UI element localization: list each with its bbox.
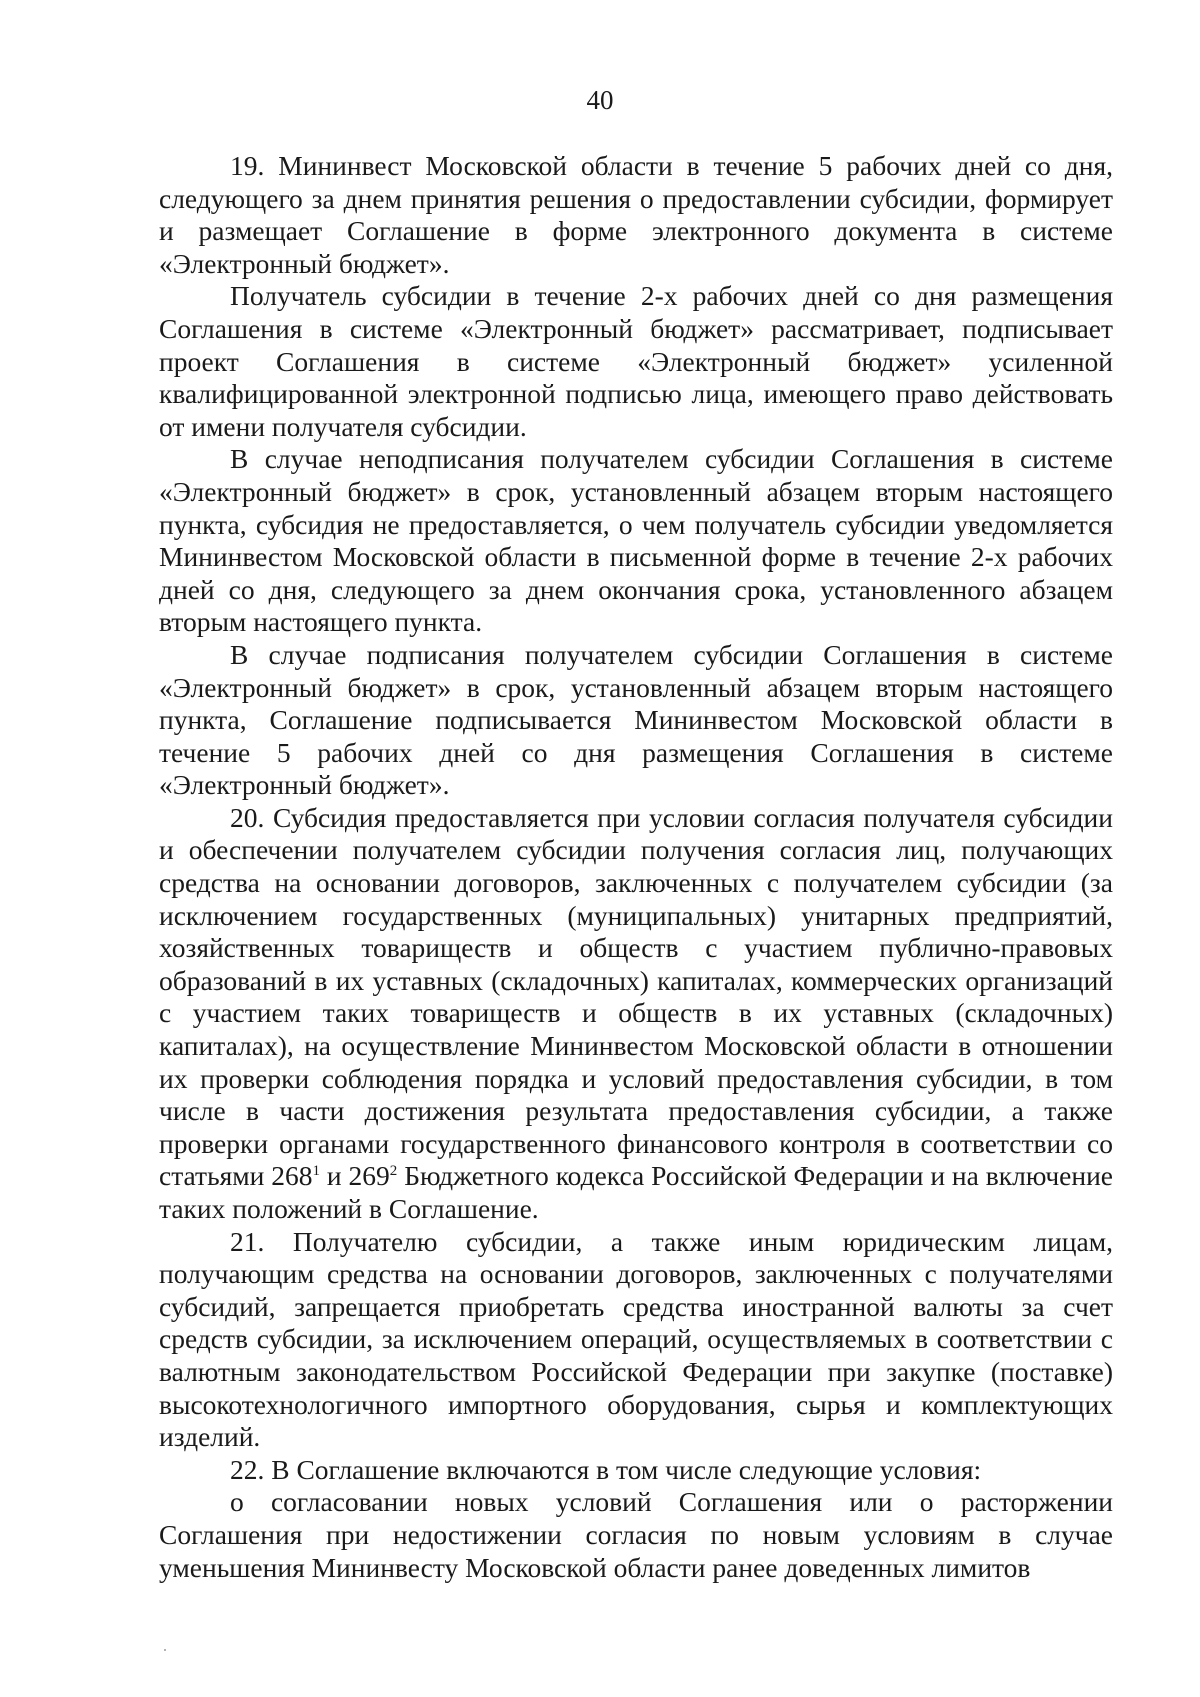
paragraph-22-condition: о согласовании новых условий Соглашения или о расторжении Соглашения при недостижении согласия по новым условиям в случае уменьшения Мининвесту Московской области ранее доведенных лимитов (159, 1486, 1113, 1583)
paragraph-21: 21. Получателю субсидии, а также иным юридическим лицам, получающим средства на основании договоров, заключенных с получателями субсидий, запрещается приобретать средства иностранной валюты за счет средств субсидии, за исключением операций, осуществляемых в соответствии с валютным законодательством Российской Федерации при закупке (поставке) высокотехнологичного импортного оборудования, сырья и комплектующих изделий. (159, 1225, 1113, 1453)
paragraph-19-signed: В случае подписания получателем субсидии Соглашения в системе «Электронный бюджет» в срок, установленный абзацем вторым настоящего пункта, Соглашение подписывается Мининвестом Московской области в течение 5 рабочих дней со дня размещения Соглашения в системе «Электронный бюджет». (159, 638, 1113, 801)
paragraph-19-recipient-signing: Получатель субсидии в течение 2-х рабочих дней со дня размещения Соглашения в системе «Электронный бюджет» рассматривает, подписывает проект Соглашения в системе «Электронный бюджет» усиленной квалифицированной электронной подписью лица, имеющего право действовать от имени получателя субсидии. (159, 280, 1113, 442)
document-body (159, 150, 1113, 1584)
paragraph-19: 19. Мининвест Московской области в течение 5 рабочих дней со дня, следующего за днем принятия решения о предоставлении субсидии, формирует и размещает Соглашение в форме электронного документа в системе «Электронный бюджет». (159, 150, 1113, 279)
paragraph-20 (159, 802, 1113, 1226)
superscript-2: 2 (389, 1163, 398, 1180)
paragraph-20-text-c: Бюджетного кодекса Российской Федерации и на включение таких положений в Соглашение. (159, 1160, 1113, 1224)
paragraph-19-not-signed: В случае неподписания получателем субсидии Соглашения в системе «Электронный бюджет» в срок, установленный абзацем вторым настоящего пункта, субсидия не предоставляется, о чем получатель субсидии уведомляется Мининвестом Московской области в письменной форме в течение 2-х рабочих дней со дня, следующего за днем окончания срока, установленного абзацем вторым настоящего пункта. (159, 443, 1113, 638)
page-number: 40 (586, 85, 614, 115)
paragraph-20-text-b: и 269 (320, 1160, 390, 1192)
scan-artifact (164, 1649, 166, 1651)
superscript-1: 1 (312, 1163, 321, 1180)
paragraph-22: 22. В Соглашение включаются в том числе следующие условия: (230, 1453, 982, 1485)
paragraph-20-text-a: 20. Субсидия предоставляется при условии согласия получателя субсидии и обеспечении получателем субсидии получения согласия лиц, получающих средства на основании договоров, заключенных с получателем субсидии (за исключением государственных (муниципальных) унитарных предприятий, хозяйственных товариществ и обществ с участием публично-правовых образований в их уставных (складочных) капиталах, коммерческих организаций с участием таких товариществ и обществ в их уставных (складочных) капиталах), на осуществление Мининвестом Московской области в отношении их проверки соблюдения порядка и условий предоставления субсидии, в том числе в части достижения результата предоставления субсидии, а также проверки органами государственного финансового контроля в соответствии со статьями 268 (159, 801, 1113, 1192)
